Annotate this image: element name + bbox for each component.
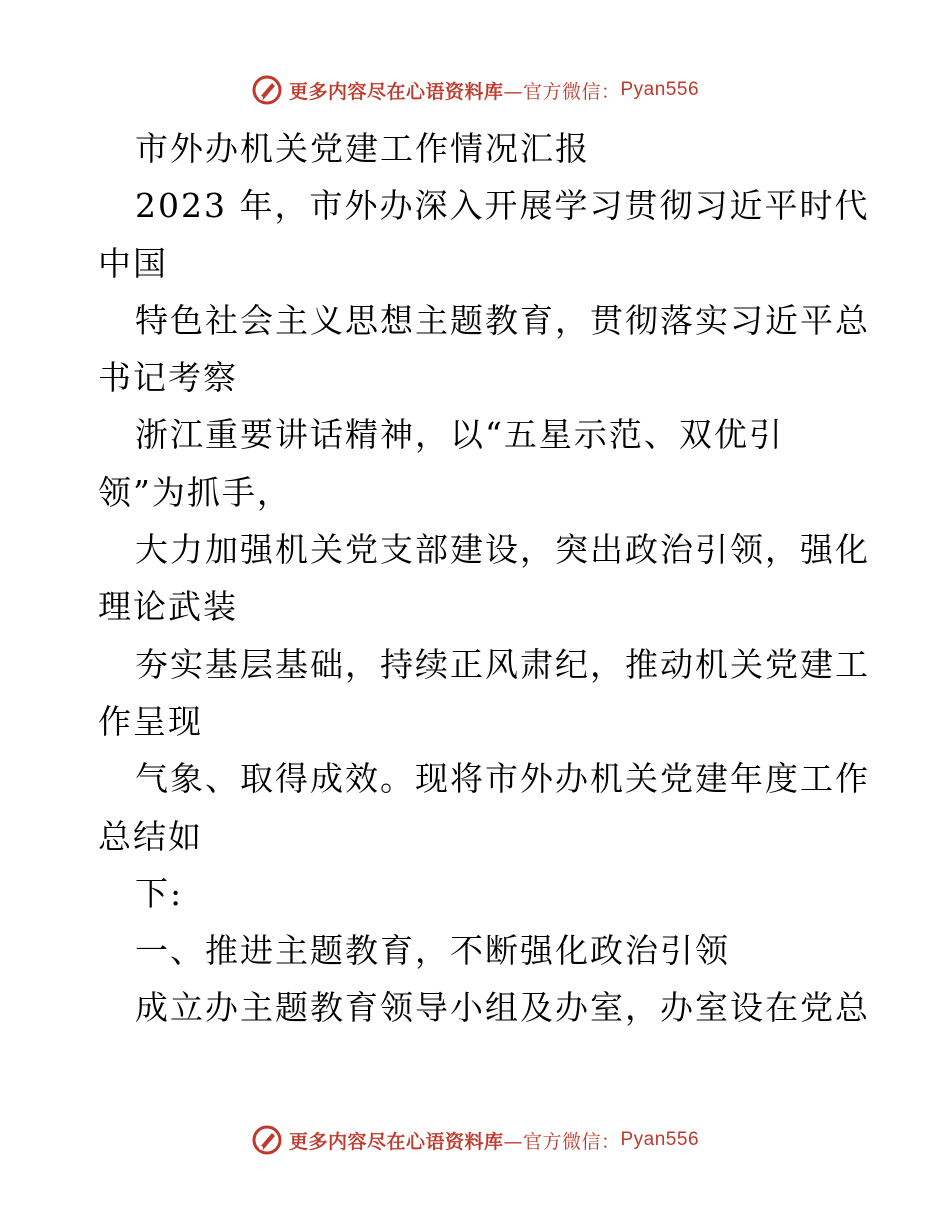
- paragraph-line: 下:: [135, 873, 184, 913]
- paragraph-line: 领”为抓手，: [98, 472, 292, 512]
- watermark-wechat-id: Pyan556: [620, 1129, 700, 1150]
- paragraph-line: 理论武装: [98, 587, 238, 627]
- watermark-main-text: 更多内容尽在心语资料库: [288, 80, 504, 103]
- watermark-wechat-label: —官方微信：: [503, 1130, 621, 1153]
- pen-seal-icon: [251, 74, 283, 106]
- paragraph-line: 夯实基层基础，持续正风肃纪，推动机关党建工: [135, 644, 870, 684]
- paragraph-line: 总结如: [98, 816, 203, 856]
- paragraph-line: 一、推进主题教育，不断强化政治引领: [135, 931, 730, 971]
- document-title: 市外办机关党建工作情况汇报: [135, 129, 590, 168]
- watermark-wechat-label: —官方微信：: [503, 80, 621, 103]
- paragraph-line: 成立办主题教育领导小组及办室，办室设在党总: [135, 988, 870, 1028]
- watermark-wechat-id: Pyan556: [620, 79, 700, 100]
- watermark-header: [0, 70, 950, 110]
- paragraph-line: 书记考察: [98, 358, 238, 398]
- watermark-footer: [0, 1120, 950, 1160]
- paragraph-line: 浙江重要讲话精神，以“五星示范、双优引: [135, 415, 784, 455]
- paragraph-line: 作呈现: [98, 701, 203, 741]
- watermark-main-text: 更多内容尽在心语资料库: [288, 1130, 504, 1153]
- paragraph-line: 气象、取得成效。现将市外办机关党建年度工作: [135, 759, 870, 799]
- paragraph-line: 中国: [98, 243, 168, 283]
- paragraph-line: 大力加强机关党支部建设，突出政治引领，强化: [135, 530, 870, 570]
- paragraph-line: 2023 年，市外办深入开展学习贯彻习近平时代: [135, 186, 870, 226]
- paragraph-line: 特色社会主义思想主题教育，贯彻落实习近平总: [135, 300, 870, 340]
- document-body: [98, 120, 870, 1037]
- pen-seal-icon: [251, 1124, 283, 1156]
